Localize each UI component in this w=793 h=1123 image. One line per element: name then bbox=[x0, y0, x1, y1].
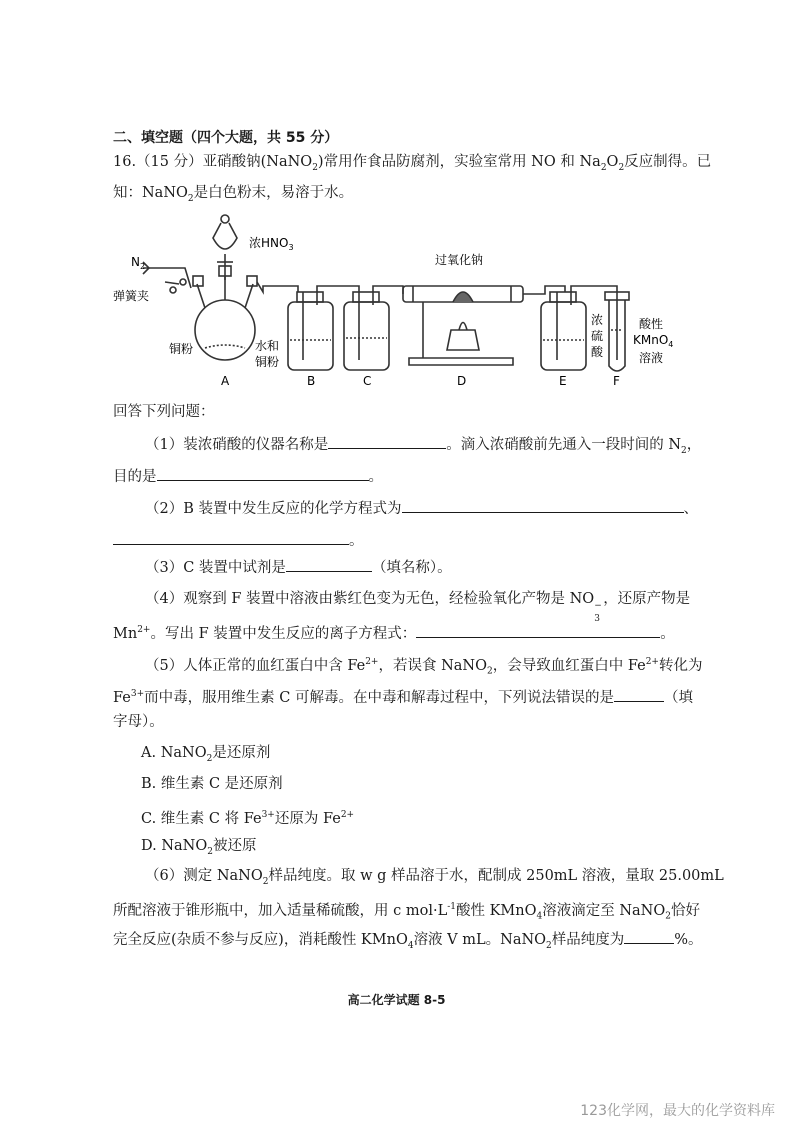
q16-intro-line1: 16.（15 分）亚硝酸钠(NaNO$_2$)常用作食品防腐剂，实验室常用 NO 和 $Na_2O_2$反应制得。已 bbox=[113, 154, 712, 173]
answer-prompt: 回答下列问题： bbox=[113, 404, 215, 420]
p4-line2: $Mn^{2+}$。写出 F 装置中发生反应的离子方程式： 。 bbox=[113, 620, 675, 644]
p6-line2: 所配溶液于锥形瓶中，加入适量稀硫酸，用 c $mol\cdot L^{-1}$酸性 KMnO$_4$溶液滴定至 NaNO$_2$恰好 bbox=[113, 902, 700, 922]
label-kmno4-2: KMnO$_4$ bbox=[633, 333, 674, 349]
label-f: F bbox=[613, 374, 620, 388]
label-a: A bbox=[221, 374, 230, 388]
p1-line1: （1）装浓硝酸的仪器名称是 。滴入浓硝酸前先通入一段时间的 $N_2$， bbox=[145, 433, 701, 461]
p1-line2: 目的是 。 bbox=[113, 465, 383, 487]
p5-line3: 字母）。 bbox=[113, 714, 164, 730]
label-h2so4-1: 浓 bbox=[591, 313, 604, 327]
p5-line2: $Fe^{3+}$而中毒，服用维生素 C 可解毒。在中毒和解毒过程中，下列说法错误的是 （填 bbox=[113, 684, 693, 708]
label-c: C bbox=[363, 374, 372, 388]
answer-blank-2b[interactable] bbox=[113, 529, 349, 545]
answer-blank-2a[interactable] bbox=[402, 497, 684, 513]
answer-blank-3[interactable] bbox=[286, 556, 372, 572]
bottle-e bbox=[541, 292, 586, 370]
tube-a-b bbox=[257, 282, 298, 292]
label-hno3: 浓$HNO_3$ bbox=[249, 236, 294, 252]
label-water-cu-2: 铜粉 bbox=[255, 355, 280, 369]
section-title: 二、填空题（四个大题，共 55 分） bbox=[113, 130, 339, 146]
answer-blank-6[interactable] bbox=[624, 928, 674, 944]
p6-line3: 完全反应(杂质不参与反应)，消耗酸性 KMnO$_4$溶液 V mL。NaNO$_2$样品纯度为 %。 bbox=[113, 928, 703, 956]
option-c[interactable]: C. 维生素 C 将 $Fe^{3+}$还原为 $Fe^{2+}$ bbox=[141, 810, 355, 827]
bottle-b bbox=[288, 292, 333, 370]
answer-blank-5[interactable] bbox=[614, 686, 664, 702]
label-na2o2: 过氧化钠 bbox=[435, 253, 484, 267]
p5-line1: （5）人体正常的血红蛋白中含 $Fe^{2+}$，若误食 NaNO$_2$，会导致血红蛋白中 $Fe^{2+}$转化为 bbox=[145, 657, 703, 677]
p4-line1: （4）观察到 F 装置中溶液由紫红色变为无色，经检验氧化产物是 NO − 3 ，还原产物是 bbox=[145, 591, 691, 624]
option-a[interactable]: A. NaNO$_2$是还原剂 bbox=[141, 745, 271, 764]
option-b[interactable]: B. 维生素 C 是还原剂 bbox=[141, 776, 283, 792]
q16-intro-line2: 知：NaNO$_2$是白色粉末，易溶于水。 bbox=[113, 185, 354, 204]
label-spring-clip: 弹簧夹 bbox=[113, 289, 150, 303]
option-d[interactable]: D. NaNO$_2$被还原 bbox=[141, 838, 257, 857]
watermark: 123化学网，最大的化学资料库 bbox=[580, 1103, 775, 1119]
apparatus-diagram bbox=[113, 210, 713, 390]
p2-line2: 。 bbox=[113, 529, 364, 551]
label-e: E bbox=[559, 374, 567, 388]
flask-a bbox=[193, 266, 257, 360]
answer-blank-1a[interactable] bbox=[328, 433, 446, 449]
label-kmno4-1: 酸性 bbox=[639, 317, 664, 331]
reaction-tube-d bbox=[403, 286, 523, 365]
label-b: B bbox=[307, 374, 316, 388]
label-water-cu-1: 水和 bbox=[255, 339, 280, 353]
p2-line1: （2）B 装置中发生反应的化学方程式为 、 bbox=[145, 497, 698, 519]
answer-blank-4[interactable] bbox=[416, 622, 660, 638]
label-kmno4-3: 溶液 bbox=[639, 351, 664, 365]
label-h2so4-3: 酸 bbox=[591, 345, 604, 359]
page-footer: 高二化学试题 8-5 bbox=[347, 993, 446, 1007]
p6-line1: （6）测定 NaNO$_2$样品纯度。取 w g 样品溶于水，配制成 250mL 溶液，量取 25.00mL bbox=[145, 868, 724, 887]
separatory-funnel bbox=[213, 215, 237, 280]
label-n2: $N_2$ bbox=[131, 255, 146, 271]
label-copper: 铜粉 bbox=[169, 342, 194, 356]
p3-line: （3）C 装置中试剂是 （填名称）。 bbox=[145, 556, 452, 578]
label-d: D bbox=[457, 374, 467, 388]
answer-blank-1b[interactable] bbox=[157, 465, 369, 481]
bottle-c bbox=[344, 292, 389, 370]
spring-clip-icon bbox=[165, 279, 186, 293]
tube-b-c bbox=[317, 286, 359, 292]
label-h2so4-2: 硫 bbox=[591, 329, 604, 343]
